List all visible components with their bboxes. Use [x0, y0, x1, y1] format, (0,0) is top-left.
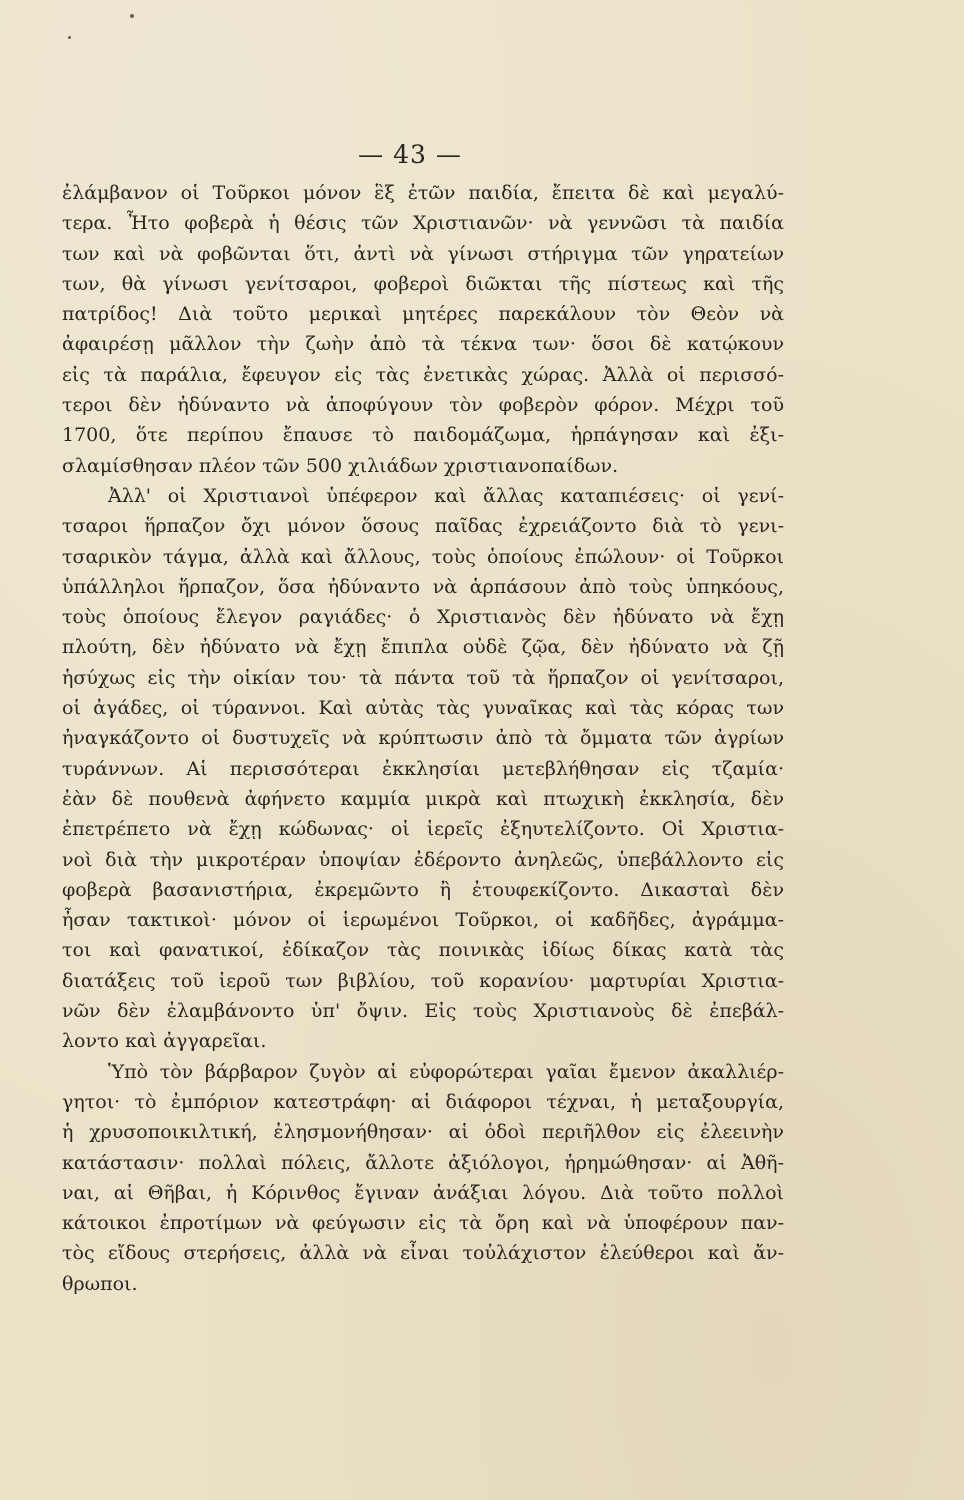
text-line: κατάστασιν· πολλαὶ πόλεις, ἄλλοτε ἀξιόλογοι, ἠρημώθησαν· αἱ Ἀθῆ- — [62, 1151, 784, 1174]
text-line: Ὑπὸ τὸν βάρβαρον ζυγὸν αἱ εὐφορώτεραι γαῖαι ἔμενον ἀκαλλιέρ- — [108, 1060, 784, 1083]
text-line: ἀφαιρέσῃ μᾶλλον τὴν ζωὴν ἀπὸ τὰ τέκνα των· ὅσοι δὲ κατῴκουν — [62, 333, 784, 356]
text-line: τὸς εἴδους στερήσεις, ἀλλὰ νὰ εἶναι τοὐλάχιστον ἐλεύθεροι καὶ ἄν- — [62, 1242, 784, 1265]
text-line: φοβερὰ βασανιστήρια, ἐκρεμῶντο ἢ ἐτουφεκίζοντο. Δικασταὶ δὲν — [62, 878, 784, 901]
ink-speck — [130, 14, 134, 18]
text-line: τοι καὶ φανατικοί, ἐδίκαζον τὰς ποινικὰς ἰδίως δίκας κατὰ τὰς — [62, 939, 784, 962]
text-line: ὑπάλληλοι ἥρπαζον, ὅσα ἠδύναντο νὰ ἁρπάσουν ἀπὸ τοὺς ὑπηκόους, — [62, 575, 784, 598]
text-line: των καὶ νὰ φοβῶνται ὅτι, ἀντὶ νὰ γίνωσι στήριγμα τῶν γηρατείων — [62, 242, 784, 265]
text-line: σλαμίσθησαν πλέον τῶν 500 χιλιάδων χριστιανοπαίδων. — [62, 454, 619, 477]
text-line: 1700, ὅτε περίπου ἔπαυσε τὸ παιδομάζωμα, ἡρπάγησαν καὶ ἐξι- — [62, 424, 784, 447]
text-line: ἐπετρέπετο νὰ ἔχῃ κώδωνας· οἱ ἱερεῖς ἐξηυτελίζοντο. Οἱ Χριστια- — [62, 818, 784, 841]
text-line: ναι, αἱ Θῆβαι, ἡ Κόρινθος ἔγιναν ἀνάξιαι λόγου. Διὰ τοῦτο πολλοὶ — [62, 1181, 784, 1204]
text-line: ἐὰν δὲ πουθενὰ ἀφήνετο καμμία μικρὰ καὶ πτωχικὴ ἐκκλησία, δὲν — [62, 787, 784, 810]
text-line: θρωποι. — [62, 1272, 138, 1295]
text-line: ἦσαν τακτικοὶ· μόνον οἱ ἱερωμένοι Τοῦρκοι, οἱ καδῆδες, ἀγράμμα- — [62, 909, 784, 932]
text-line: λοντο καὶ ἀγγαρεῖαι. — [62, 1030, 267, 1053]
text-line: γητοι· τὸ ἐμπόριον κατεστράφη· αἱ διάφοροι τέχναι, ἡ μεταξουργία, — [62, 1090, 784, 1113]
text-line: τυράννων. Αἱ περισσότεραι ἐκκλησίαι μετεβλήθησαν εἰς τζαμία· — [62, 757, 784, 780]
text-line: Ἀλλ' οἱ Χριστιανοὶ ὑπέφερον καὶ ἄλλας καταπιέσεις· οἱ γενί- — [108, 484, 784, 507]
text-line: τσαρικὸν τάγμα, ἀλλὰ καὶ ἄλλους, τοὺς ὁποίους ἐπώλουν· οἱ Τοῦρκοι — [62, 545, 784, 568]
text-line: οἱ ἀγάδες, οἱ τύραννοι. Καὶ αὐτὰς τὰς γυναῖκας καὶ τὰς κόρας των — [62, 697, 784, 720]
text-line: τερα. Ἦτο φοβερὰ ἡ θέσις τῶν Χριστιανῶν· νὰ γεννῶσι τὰ παιδία — [62, 212, 784, 235]
text-line: νοὶ διὰ τὴν μικροτέραν ὑποψίαν ἐδέροντο ἀνηλεῶς, ὑπεβάλλοντο εἰς — [62, 848, 784, 871]
text-line: κάτοικοι ἐπροτίμων νὰ φεύγωσιν εἰς τὰ ὄρη καὶ νὰ ὑποφέρουν παν- — [62, 1212, 784, 1235]
text-line: πατρίδος! Διὰ τοῦτο μερικαὶ μητέρες παρεκάλουν τὸν Θεὸν νὰ — [62, 303, 784, 326]
text-line: των, θὰ γίνωσι γενίτσαροι, φοβεροὶ διῶκται τῆς πίστεως καὶ τῆς — [62, 272, 784, 295]
body-text — [62, 178, 784, 1299]
text-line: τσαροι ἥρπαζον ὄχι μόνον ὅσους παῖδας ἐχρειάζοντο διὰ τὸ γενι- — [62, 515, 784, 538]
page-number: — 43 — — [358, 140, 462, 169]
text-line: ἐλάμβανον οἱ Τοῦρκοι μόνον ἓξ ἐτῶν παιδία, ἔπειτα δὲ καὶ μεγαλύ- — [62, 182, 784, 204]
text-line: νῶν δὲν ἐλαμβάνοντο ὑπ' ὄψιν. Εἰς τοὺς Χριστιανοὺς δὲ ἐπεβάλ- — [62, 1000, 784, 1023]
text-line: ἡσύχως εἰς τὴν οἰκίαν του· τὰ πάντα τοῦ τὰ ἥρπαζον οἱ γενίτσαροι, — [62, 666, 784, 689]
text-line: πλούτη, δὲν ἠδύνατο νὰ ἔχῃ ἔπιπλα οὐδὲ ζῷα, δὲν ἠδύνατο νὰ ζῇ — [62, 636, 784, 659]
text-line: τοὺς ὁποίους ἔλεγον ραγιάδες· ὁ Χριστιανὸς δὲν ἠδύνατο νὰ ἔχῃ — [62, 606, 784, 629]
text-line: ἠναγκάζοντο οἱ δυστυχεῖς νὰ κρύπτωσιν ἀπὸ τὰ ὄμματα τῶν ἀγρίων — [62, 727, 784, 750]
ink-speck — [68, 36, 71, 39]
text-line: ἡ χρυσοποικιλτική, ἐλησμονήθησαν· αἱ ὁδοὶ περιῆλθον εἰς ἐλεεινὴν — [62, 1121, 784, 1144]
text-line: τεροι δὲν ἠδύναντο νὰ ἀποφύγουν τὸν φοβερὸν φόρον. Μέχρι τοῦ — [62, 394, 784, 417]
text-line: εἰς τὰ παράλια, ἔφευγον εἰς τὰς ἐνετικὰς χώρας. Ἀλλὰ οἱ περισσό- — [62, 363, 784, 386]
text-line: διατάξεις τοῦ ἱεροῦ των βιβλίου, τοῦ κορανίου· μαρτυρίαι Χριστια- — [62, 969, 784, 992]
